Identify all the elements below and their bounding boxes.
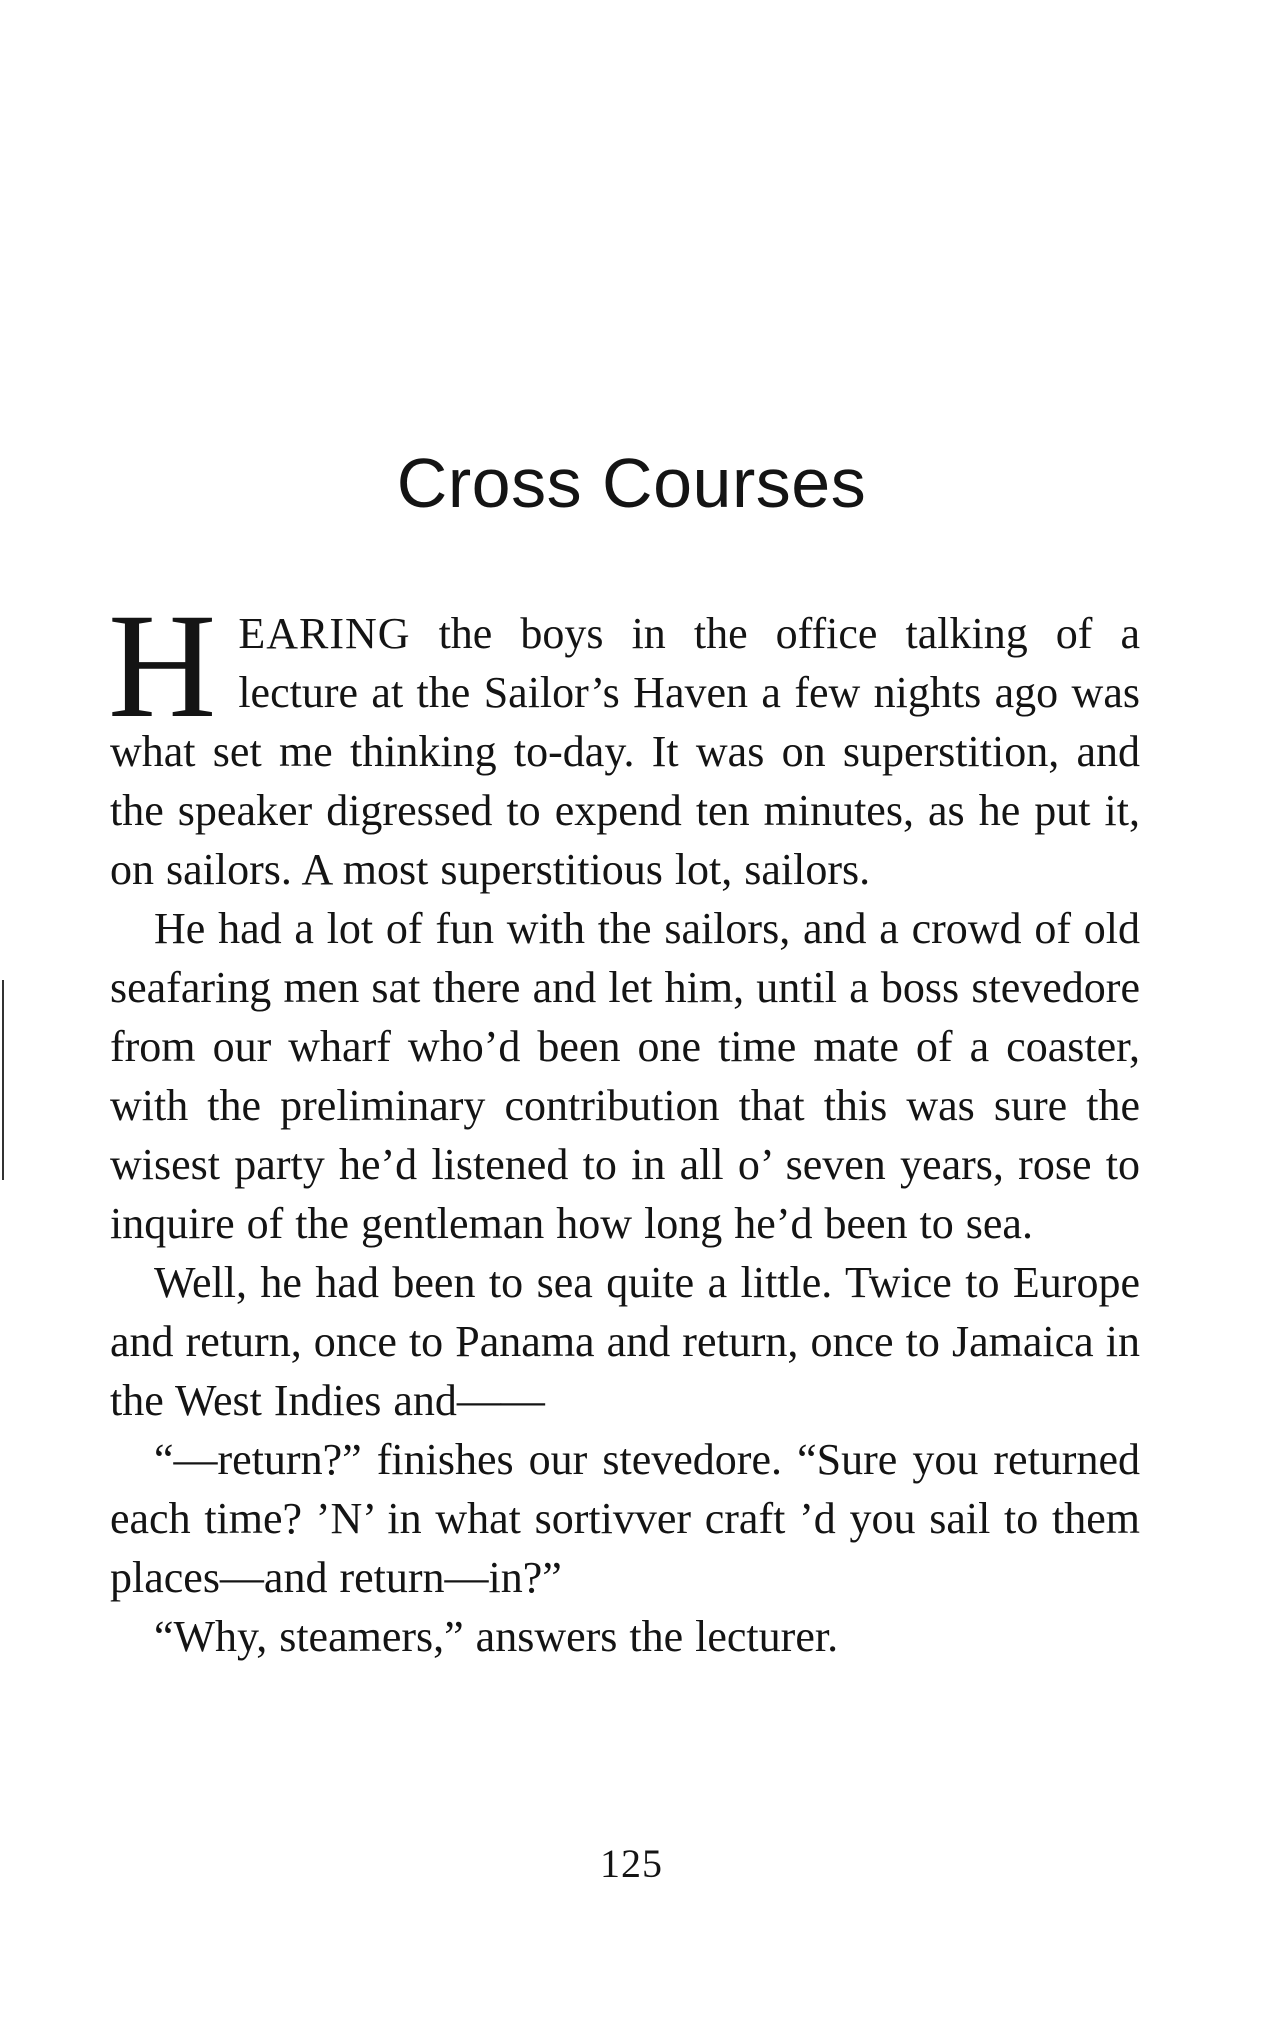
paragraph-5: “Why, steamers,” answers the lecturer.	[154, 1612, 839, 1661]
drop-cap: H	[108, 583, 217, 749]
paragraph-2: He had a lot of fun with the sailors, and a crowd of old seafaring men sat there and let him, until a boss stevedore from our wharf who’d been one time mate of a coaster, with the preliminary contribution that this was sure the wisest party he’d listened to in all o’ seven years, rose to inquire of the gentleman how long he’d been to sea.	[110, 904, 1140, 1248]
page-number: 125	[600, 1841, 663, 1886]
chapter-body	[108, 583, 1140, 1666]
paragraph-4: “—return?” finishes our stevedore. “Sure you returned each time? ’N’ in what sortivver craft ’d you sail to them places—and return—in?”	[110, 1435, 1140, 1602]
paragraph-3: Well, he had been to sea quite a little. Twice to Europe and return, once to Panama and return, once to Jamaica in the West Indies and——	[110, 1258, 1140, 1425]
margin-rule	[2, 980, 4, 1180]
paragraph-1	[108, 583, 1140, 899]
chapter-title: Cross Courses	[396, 444, 867, 522]
lead-in-caps: EARING	[238, 609, 411, 658]
paragraph-1-text: the boys in the office talking of a lecture at the Sailor’s Haven a few nights ago was what set me thinking to-day. It was on superstition, and the speaker digressed to expend ten minutes, as he put it, on sailors. A most superstitious lot, sailors.	[110, 609, 1140, 894]
